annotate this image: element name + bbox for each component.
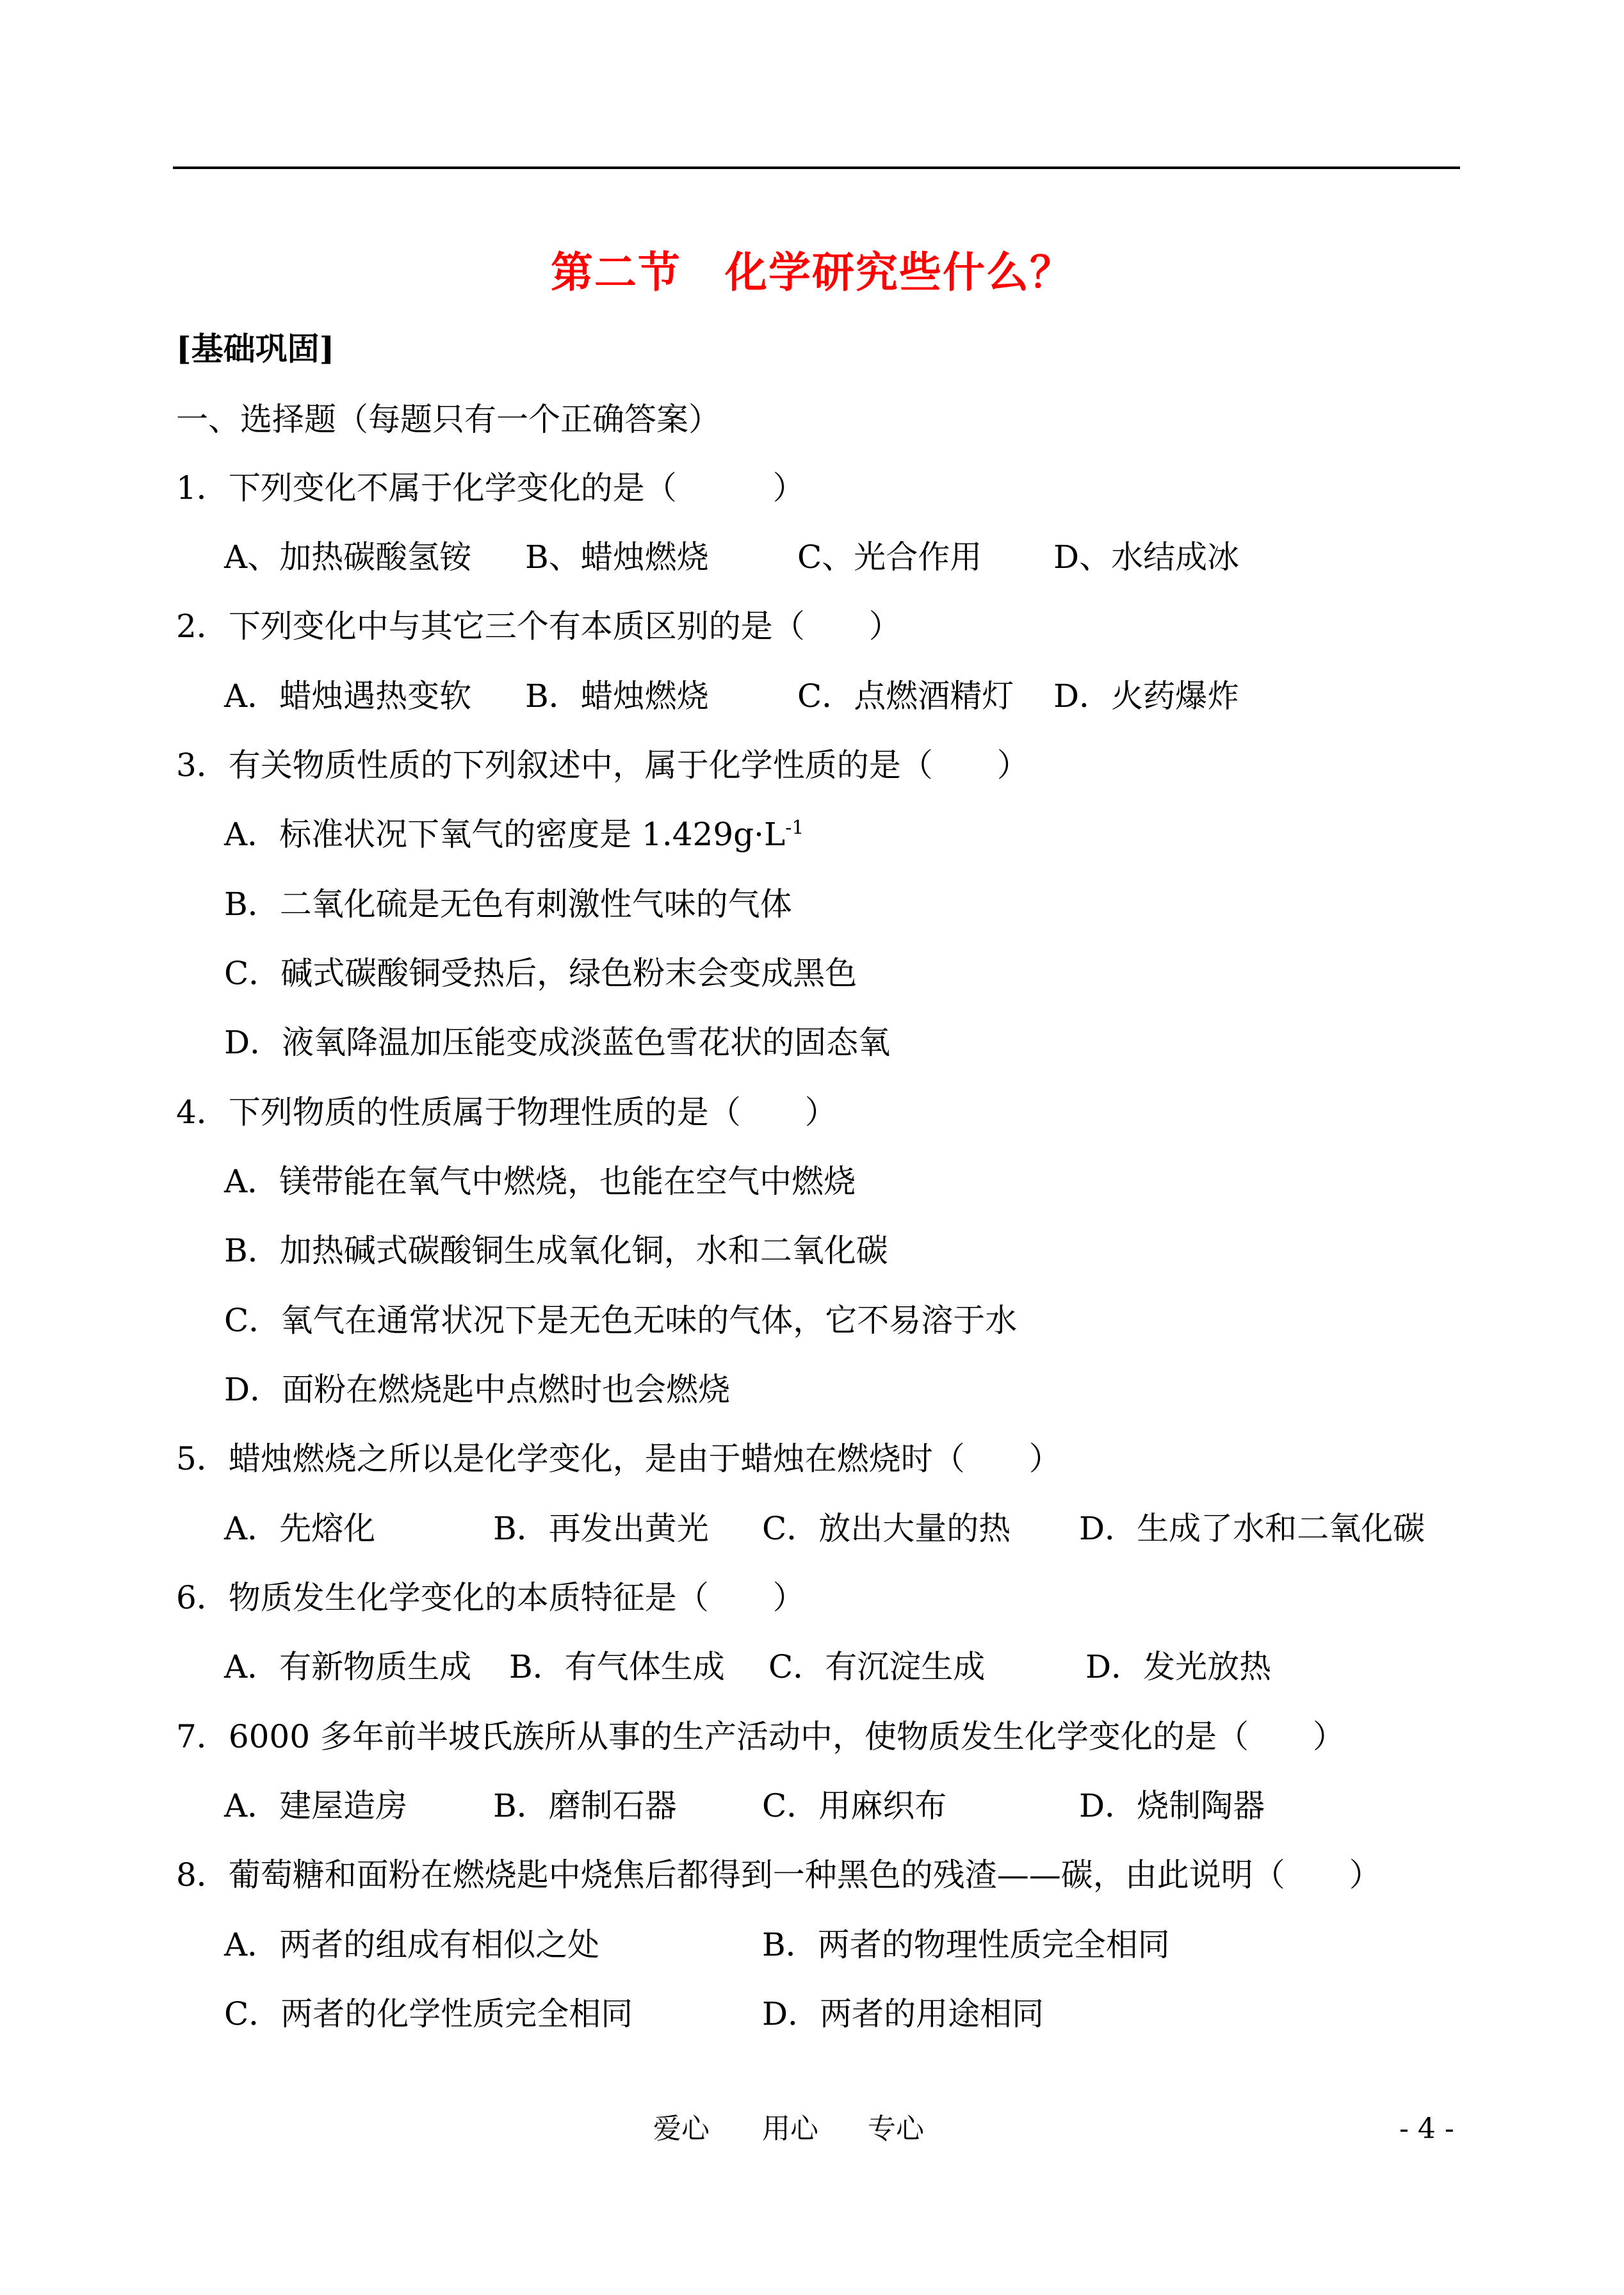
option-c: C．有沉淀生成 <box>768 1648 986 1685</box>
option-d: D．液氧降温加压能变成淡蓝色雪花状的固态氧 <box>224 1024 891 1061</box>
footer-motto-3: 专心 <box>868 2113 924 2145</box>
footer-motto-2: 用心 <box>762 2113 818 2145</box>
question-3 <box>176 743 1029 788</box>
option-c: C．点燃酒精灯 <box>797 677 1014 715</box>
option-c: C．两者的化学性质完全相同 <box>224 1995 633 2032</box>
question-text: 葡萄糖和面粉在燃烧匙中烧焦后都得到一种黑色的残渣——碳，由此说明（ ） <box>228 1856 1381 1894</box>
question-text: 物质发生化学变化的本质特征是（ ） <box>228 1579 805 1616</box>
footer-motto-1: 爱心 <box>653 2113 710 2145</box>
option-a: A．先熔化 <box>224 1510 376 1547</box>
question-text: 6000 多年前半坡氏族所从事的生产活动中，使物质发生化学变化的是（ ） <box>228 1718 1345 1755</box>
option-d: D．两者的用途相同 <box>762 1995 1044 2032</box>
part-title: 一、选择题（每题只有一个正确答案） <box>176 401 720 438</box>
page-number: - 4 - <box>1399 2113 1454 2145</box>
question-number: 5． <box>176 1440 229 1477</box>
question-text: 下列物质的性质属于物理性质的是（ ） <box>228 1094 837 1131</box>
option-c: C．放出大量的热 <box>762 1510 1011 1547</box>
question-number: 2． <box>176 608 229 645</box>
question-text: 蜡烛燃烧之所以是化学变化，是由于蜡烛在燃烧时（ ） <box>228 1440 1061 1477</box>
option-a: A．蜡烛遇热变软 <box>224 677 472 715</box>
question-number: 7． <box>176 1718 229 1755</box>
option-d: D．生成了水和二氧化碳 <box>1079 1510 1425 1547</box>
option-c: C．用麻织布 <box>762 1787 947 1824</box>
question-number: 6． <box>176 1579 229 1616</box>
option-a: A．两者的组成有相似之处 <box>224 1926 600 1963</box>
option-a: A．镁带能在氧气中燃烧，也能在空气中燃烧 <box>224 1163 856 1200</box>
option-b: B．加热碱式碳酸铜生成氧化铜，水和二氧化碳 <box>224 1232 888 1269</box>
option-a: A．建屋造房 <box>224 1787 408 1824</box>
option-b: B．两者的物理性质完全相同 <box>762 1926 1170 1963</box>
question-6 <box>176 1575 805 1620</box>
option-d: D．火药爆炸 <box>1053 677 1240 715</box>
question-number: 8． <box>176 1856 229 1894</box>
question-number: 1． <box>176 469 229 507</box>
option-a: A．有新物质生成 <box>224 1648 472 1685</box>
option-d: D．发光放热 <box>1085 1648 1272 1685</box>
option-a: A．标准状况下氧气的密度是 $1.429g\cdot L^{-1}$ <box>224 816 804 853</box>
option-b: B．磨制石器 <box>493 1787 677 1824</box>
question-4 <box>176 1090 837 1135</box>
header-rule <box>173 166 1460 169</box>
option-b: B．二氧化硫是无色有刺激性气味的气体 <box>224 886 792 923</box>
option-b: B．蜡烛燃烧 <box>525 677 709 715</box>
option-c: C．碱式碳酸铜受热后，绿色粉末会变成黑色 <box>224 955 857 992</box>
question-1 <box>176 466 805 510</box>
question-5 <box>176 1436 1061 1481</box>
question-7 <box>176 1714 1345 1759</box>
section-label: [基础巩固] <box>176 330 335 368</box>
option-c: C、光合作用 <box>797 539 982 576</box>
question-number: 4． <box>176 1094 229 1131</box>
question-2 <box>176 604 901 649</box>
option-d: D、水结成冰 <box>1053 539 1240 576</box>
option-b: B．有气体生成 <box>509 1648 725 1685</box>
page-title: 第二节 化学研究些什么？ <box>551 247 1073 297</box>
option-a: A、加热碳酸氢铵 <box>224 539 472 576</box>
option-c: C．氧气在通常状况下是无色无味的气体，它不易溶于水 <box>224 1302 1018 1339</box>
question-text: 下列变化不属于化学变化的是（ ） <box>228 469 805 507</box>
option-b: B．再发出黄光 <box>493 1510 709 1547</box>
option-d: D．烧制陶器 <box>1079 1787 1265 1824</box>
option-b: B、蜡烛燃烧 <box>525 539 709 576</box>
question-text: 有关物质性质的下列叙述中，属于化学性质的是（ ） <box>228 747 1029 784</box>
question-number: 3． <box>176 747 229 784</box>
question-8 <box>176 1853 1381 1897</box>
unit-superscript: -1 <box>785 816 804 839</box>
question-text: 下列变化中与其它三个有本质区别的是（ ） <box>228 608 901 645</box>
option-d: D．面粉在燃烧匙中点燃时也会燃烧 <box>224 1371 731 1408</box>
